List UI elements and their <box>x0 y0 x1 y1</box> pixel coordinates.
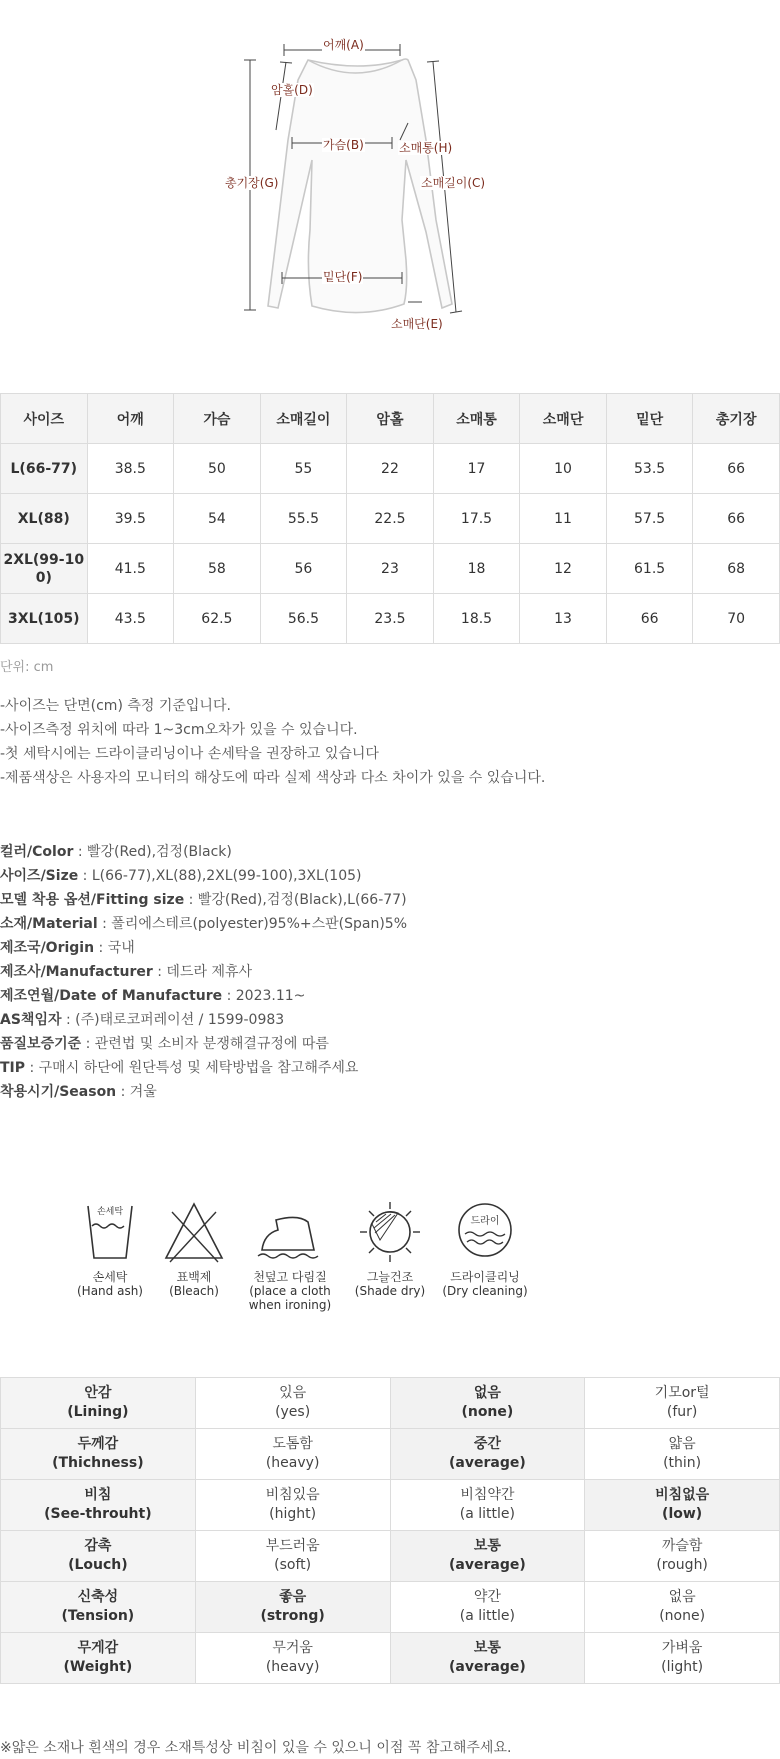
table-cell: 66 <box>606 594 693 644</box>
property-option <box>585 1429 780 1480</box>
size-name: L(66-77) <box>1 444 88 494</box>
spec-value: : 데드라 제휴사 <box>152 964 253 980</box>
shade-dry-icon <box>358 1200 422 1264</box>
option-ko: 없음 <box>473 1385 501 1401</box>
option-ko: 좋음 <box>279 1589 307 1605</box>
header-size: 사이즈 <box>1 394 88 444</box>
property-row <box>1 1582 780 1633</box>
header-sleeve-width: 소매통 <box>433 394 520 444</box>
property-name-en: (Weight) <box>63 1659 133 1675</box>
spec-size <box>0 864 407 888</box>
option-ko: 가벼움 <box>661 1640 703 1656</box>
table-cell: 12 <box>520 544 607 594</box>
table-cell: 62.5 <box>174 594 261 644</box>
size-table-header-row <box>1 394 780 444</box>
property-option <box>195 1429 390 1480</box>
no-bleach-icon <box>162 1200 226 1264</box>
care-shade-dry <box>350 1200 430 1298</box>
note-line: -제품색상은 사용자의 모니터의 해상도에 따라 실제 색상과 다소 차이가 있을 수 있습니다. <box>0 770 546 786</box>
note-line: -사이즈는 단면(cm) 측정 기준입니다. <box>0 698 231 714</box>
table-cell: 22 <box>347 444 434 494</box>
option-ko: 보통 <box>473 1538 501 1554</box>
option-en: (average) <box>449 1557 526 1573</box>
table-cell: 13 <box>520 594 607 644</box>
product-specs <box>0 840 407 1104</box>
label-cuff: 소매단(E) <box>391 317 443 331</box>
care-bleach <box>158 1200 230 1298</box>
property-option <box>585 1633 780 1684</box>
property-name-en: (Tension) <box>61 1608 135 1624</box>
table-cell: 55 <box>260 444 347 494</box>
option-ko: 까슬함 <box>661 1538 703 1554</box>
size-name: 2XL(99-100) <box>1 544 88 594</box>
property-option <box>195 1633 390 1684</box>
option-en: (yes) <box>275 1404 311 1420</box>
care-label-en: (Bleach) <box>169 1284 219 1298</box>
care-label: 드라이클리닝 <box>450 1270 520 1284</box>
option-ko: 약간 <box>473 1589 501 1605</box>
option-en: (hight) <box>269 1506 317 1522</box>
table-cell: 17.5 <box>433 494 520 544</box>
table-cell: 10 <box>520 444 607 494</box>
table-row <box>1 444 780 494</box>
note-line: -사이즈측정 위치에 따라 1~3cm오차가 있을 수 있습니다. <box>0 722 358 738</box>
dry-clean-icon <box>453 1200 517 1264</box>
option-en: (thin) <box>663 1455 702 1471</box>
property-option <box>195 1378 390 1429</box>
iron-with-cloth-icon <box>254 1200 326 1264</box>
property-option <box>390 1633 585 1684</box>
care-label: 그늘건조 <box>366 1270 414 1284</box>
property-option <box>585 1378 780 1429</box>
table-row <box>1 594 780 644</box>
spec-value: : 2023.11~ <box>222 988 306 1004</box>
table-cell: 18 <box>433 544 520 594</box>
care-dry-clean <box>440 1200 530 1298</box>
label-sleeve-length: 소매길이(C) <box>421 176 486 190</box>
option-ko: 중간 <box>473 1436 501 1452</box>
option-en: (none) <box>659 1608 706 1624</box>
spec-label: 품질보증기준 <box>0 1036 82 1052</box>
spec-value: : 빨강(Red),검정(Black) <box>73 844 232 860</box>
spec-label: 컬러/Color <box>0 844 74 860</box>
option-en: (heavy) <box>265 1659 320 1675</box>
spec-label: AS책임자 <box>0 1012 62 1028</box>
spec-date <box>0 984 407 1008</box>
spec-value: : (주)태로코퍼레이션 / 1599-0983 <box>61 1012 285 1028</box>
header-shoulder: 어깨 <box>87 394 174 444</box>
header-chest: 가슴 <box>174 394 261 444</box>
table-cell: 66 <box>693 494 780 544</box>
property-name-ko: 비침 <box>84 1487 112 1503</box>
table-cell: 22.5 <box>347 494 434 544</box>
option-en: (fur) <box>666 1404 698 1420</box>
label-armhole: 암홀(D) <box>271 83 313 97</box>
property-option <box>390 1429 585 1480</box>
property-name <box>1 1582 196 1633</box>
property-option <box>195 1582 390 1633</box>
spec-label: 착용시기/Season <box>0 1084 117 1100</box>
table-cell: 50 <box>174 444 261 494</box>
spec-value: : 빨강(Red),검정(Black),L(66-77) <box>184 892 407 908</box>
table-cell: 18.5 <box>433 594 520 644</box>
table-cell: 17 <box>433 444 520 494</box>
table-cell: 66 <box>693 444 780 494</box>
care-label-en: (Hand ash) <box>77 1284 143 1298</box>
icon-text: 손세탁 <box>96 1207 124 1217</box>
option-en: (a little) <box>459 1608 515 1624</box>
label-shoulder: 어깨(A) <box>323 38 364 52</box>
icon-text: 드라이 <box>470 1216 500 1227</box>
spec-label: 제조사/Manufacturer <box>0 964 153 980</box>
care-hand-wash <box>70 1200 150 1298</box>
option-ko: 있음 <box>279 1385 307 1401</box>
property-option <box>390 1378 585 1429</box>
property-option <box>390 1531 585 1582</box>
care-label-en: (place a cloth <box>249 1284 331 1298</box>
property-row <box>1 1633 780 1684</box>
option-en: (heavy) <box>265 1455 320 1471</box>
label-chest: 가슴(B) <box>323 138 364 152</box>
measurement-diagram <box>225 20 590 360</box>
option-en: (low) <box>662 1506 703 1522</box>
property-row <box>1 1378 780 1429</box>
note-line: -첫 세탁시에는 드라이클리닝이나 손세탁을 권장하고 있습니다 <box>0 746 379 762</box>
option-en: (a little) <box>459 1506 515 1522</box>
option-ko: 얇음 <box>668 1436 696 1452</box>
table-cell: 39.5 <box>87 494 174 544</box>
spec-label: 모델 착용 옵션/Fitting size <box>0 892 185 908</box>
care-label-en-2: when ironing) <box>248 1298 332 1312</box>
property-row <box>1 1480 780 1531</box>
property-name-en: (Louch) <box>68 1557 128 1573</box>
table-cell: 38.5 <box>87 444 174 494</box>
property-option <box>585 1582 780 1633</box>
table-row <box>1 494 780 544</box>
property-row <box>1 1429 780 1480</box>
header-sleeve-length: 소매길이 <box>260 394 347 444</box>
spec-quality <box>0 1032 407 1056</box>
property-row <box>1 1531 780 1582</box>
option-ko: 무거움 <box>272 1640 313 1656</box>
option-en: (soft) <box>274 1557 312 1573</box>
property-name <box>1 1633 196 1684</box>
table-cell: 54 <box>174 494 261 544</box>
unit-label: 단위: cm <box>0 660 54 675</box>
spec-fitting <box>0 888 407 912</box>
label-sleeve-width: 소매통(H) <box>399 141 453 155</box>
size-name: XL(88) <box>1 494 88 544</box>
label-hem: 밑단(F) <box>323 270 363 284</box>
table-cell: 43.5 <box>87 594 174 644</box>
care-label-en: (Dry cleaning) <box>442 1284 528 1298</box>
property-name <box>1 1429 196 1480</box>
property-name-ko: 감촉 <box>84 1538 112 1554</box>
fabric-properties-table <box>0 1377 780 1684</box>
property-option <box>195 1531 390 1582</box>
table-cell: 68 <box>693 544 780 594</box>
size-table <box>0 393 780 644</box>
header-armhole: 암홀 <box>347 394 434 444</box>
property-name-en: (Lining) <box>67 1404 129 1420</box>
property-name <box>1 1378 196 1429</box>
table-cell: 23 <box>347 544 434 594</box>
option-ko: 기모or털 <box>654 1385 710 1401</box>
label-total-length: 총기장(G) <box>225 176 279 190</box>
table-cell: 11 <box>520 494 607 544</box>
property-name <box>1 1531 196 1582</box>
table-cell: 70 <box>693 594 780 644</box>
care-label-en: (Shade dry) <box>354 1284 426 1298</box>
table-cell: 23.5 <box>347 594 434 644</box>
option-ko: 비침있음 <box>265 1487 320 1503</box>
care-label: 천덮고 다림질 <box>253 1270 327 1284</box>
size-notes <box>0 694 545 790</box>
tshirt-sketch <box>230 20 590 360</box>
spec-value: : 폴리에스테르(polyester)95%+스판(Span)5% <box>97 916 408 932</box>
spec-material <box>0 912 407 936</box>
property-option <box>390 1582 585 1633</box>
option-en: (average) <box>449 1455 526 1471</box>
spec-label: 제조국/Origin <box>0 940 95 956</box>
option-ko: 비침없음 <box>655 1487 710 1503</box>
property-name <box>1 1480 196 1531</box>
spec-origin <box>0 936 407 960</box>
property-option <box>585 1531 780 1582</box>
spec-label: 사이즈/Size <box>0 868 79 884</box>
spec-color <box>0 840 407 864</box>
property-name-ko: 안감 <box>84 1385 112 1401</box>
option-ko: 부드러움 <box>265 1538 320 1554</box>
spec-label: TIP <box>0 1060 26 1076</box>
option-en: (strong) <box>260 1608 325 1624</box>
option-en: (rough) <box>656 1557 708 1573</box>
care-label: 손세탁 <box>92 1270 128 1284</box>
table-cell: 55.5 <box>260 494 347 544</box>
property-name-en: (See-throuht) <box>44 1506 152 1522</box>
size-name: 3XL(105) <box>1 594 88 644</box>
spec-value: : 겨울 <box>116 1084 157 1100</box>
property-name-ko: 신축성 <box>77 1589 119 1605</box>
care-iron <box>244 1200 336 1312</box>
hand-wash-icon <box>80 1200 140 1264</box>
table-cell: 57.5 <box>606 494 693 544</box>
spec-manufacturer <box>0 960 407 984</box>
spec-as <box>0 1008 407 1032</box>
table-cell: 58 <box>174 544 261 594</box>
care-label: 표백제 <box>176 1270 212 1284</box>
option-en: (none) <box>461 1404 514 1420</box>
spec-tip <box>0 1056 407 1080</box>
option-ko: 없음 <box>668 1589 696 1605</box>
property-name-ko: 무게감 <box>77 1640 119 1656</box>
property-option <box>390 1480 585 1531</box>
property-name-en: (Thichness) <box>52 1455 144 1471</box>
spec-label: 제조연월/Date of Manufacture <box>0 988 223 1004</box>
table-cell: 61.5 <box>606 544 693 594</box>
option-en: (light) <box>661 1659 704 1675</box>
footnote: ※얇은 소재나 흰색의 경우 소재특성상 비침이 있을 수 있으니 이점 꼭 참고해주세요. <box>0 1740 512 1756</box>
spec-value: : 구매시 하단에 원단특성 및 세탁방법을 참고해주세요 <box>25 1060 359 1076</box>
table-cell: 56 <box>260 544 347 594</box>
option-en: (average) <box>449 1659 526 1675</box>
table-cell: 53.5 <box>606 444 693 494</box>
header-cuff: 소매단 <box>520 394 607 444</box>
option-ko: 보통 <box>473 1640 501 1656</box>
spec-label: 소재/Material <box>0 916 98 932</box>
spec-value: : 국내 <box>94 940 135 956</box>
property-option <box>195 1480 390 1531</box>
property-option <box>585 1480 780 1531</box>
header-total-length: 총기장 <box>693 394 780 444</box>
property-name-ko: 두께감 <box>77 1436 119 1452</box>
table-cell: 41.5 <box>87 544 174 594</box>
table-row <box>1 544 780 594</box>
header-hem: 밑단 <box>606 394 693 444</box>
spec-value: : 관련법 및 소비자 분쟁해결규정에 따름 <box>81 1036 329 1052</box>
option-ko: 도톰함 <box>272 1436 313 1452</box>
spec-value: : L(66-77),XL(88),2XL(99-100),3XL(105) <box>78 868 362 884</box>
spec-season <box>0 1080 407 1104</box>
option-ko: 비침약간 <box>460 1487 515 1503</box>
table-cell: 56.5 <box>260 594 347 644</box>
